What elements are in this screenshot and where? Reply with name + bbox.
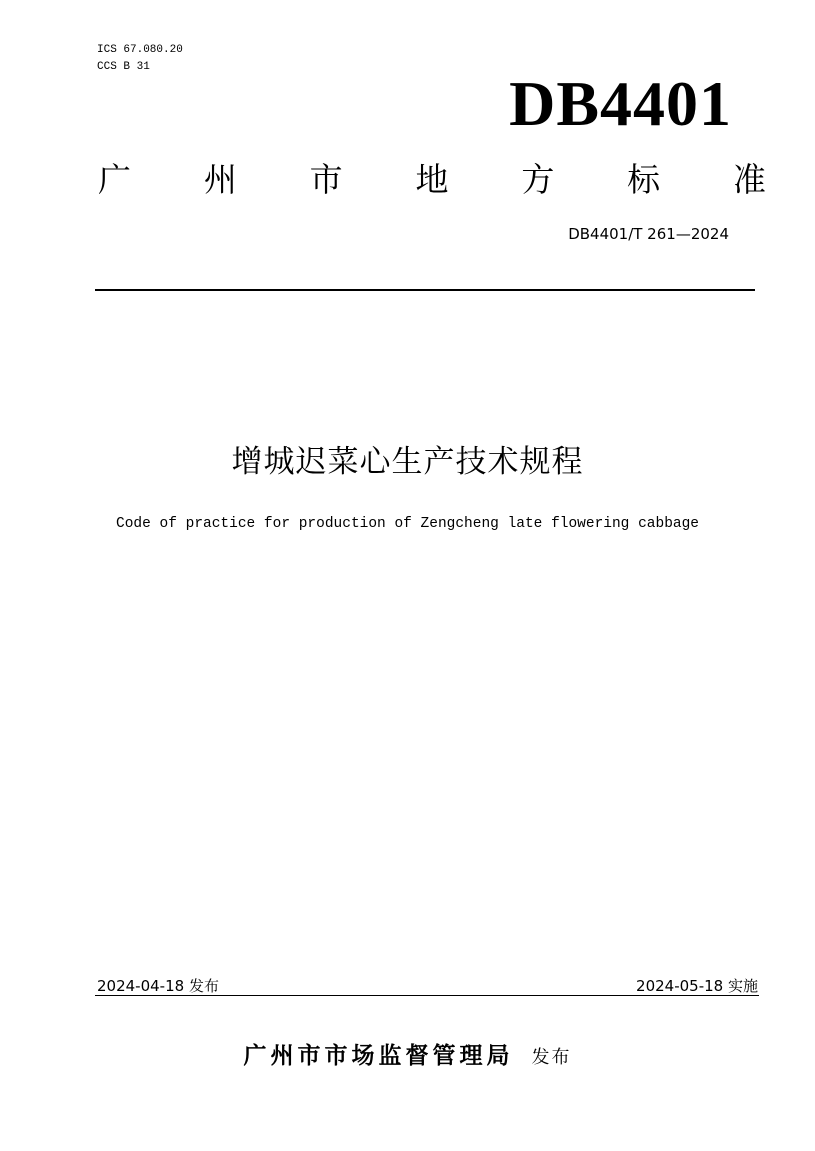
standard-type-char: 准 [732,160,766,199]
ccs-code: CCS B 31 [97,61,150,73]
standard-number: DB4401/T 261—2024 [568,225,729,243]
issue-date: 2024-04-18 发布 [97,977,219,995]
classification-codes [97,42,183,76]
issuer-line [0,1040,815,1074]
standard-type-char: 方 [521,160,555,199]
issuer-action: 发布 [531,1047,572,1068]
document-title-english: Code of practice for production of Zengcheng late flowering cabbage [116,516,699,532]
standard-type-char: 市 [309,160,343,199]
implementation-date: 2024-05-18 实施 [636,977,758,995]
ics-code: ICS 67.080.20 [97,44,183,56]
standard-code: DB4401 [509,68,732,139]
standard-type [98,158,766,202]
issuer-name: 广州市市场监督管理局 [243,1043,514,1069]
standard-type-char: 标 [627,160,661,199]
header-divider [95,289,755,291]
standard-type-char: 州 [203,160,237,199]
document-title-chinese: 增城迟菜心生产技术规程 [231,444,584,480]
footer-divider [95,995,759,996]
standard-type-char: 广 [98,160,131,199]
standard-type-char: 地 [415,160,449,199]
